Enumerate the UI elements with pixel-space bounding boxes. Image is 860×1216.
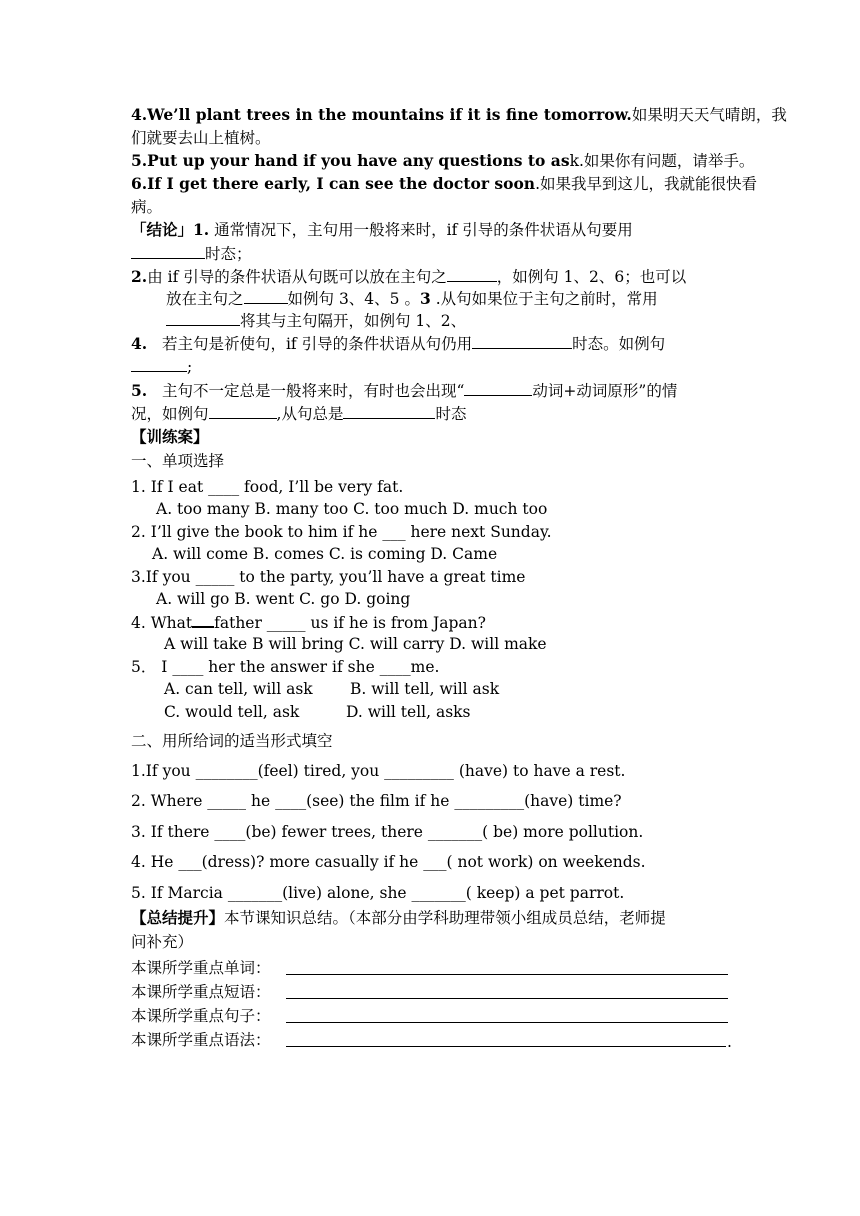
conclusion-text-2e: 如例句 3、4、5 。 bbox=[287, 290, 420, 308]
example-6-chinese: .如果我早到这儿，我就能很快看 bbox=[535, 175, 757, 193]
training-heading: 【训练案】 bbox=[131, 427, 209, 446]
summary-heading: 【总结提升】 bbox=[131, 908, 225, 927]
conclusion-text-4d: ; bbox=[187, 358, 193, 376]
conclusion-text-2g: .从句如果位于主句之前时，常用 bbox=[430, 290, 658, 308]
question-5-option-c[interactable]: C. would tell, ask bbox=[164, 703, 300, 721]
conclusion-heading: 「结论」 bbox=[131, 220, 194, 239]
example-5 bbox=[131, 151, 754, 171]
conclusion-line-1b bbox=[131, 243, 252, 264]
answer-blank[interactable] bbox=[131, 356, 187, 372]
conclusion-text-2d: 放在主句之 bbox=[166, 290, 244, 308]
question-4 bbox=[131, 611, 486, 633]
conclusion-line-5b bbox=[131, 403, 466, 424]
section-2-title: 二、用所给词的适当形式填空 bbox=[131, 732, 333, 750]
summary-grammar-label: 本课所学重点语法： bbox=[131, 1031, 271, 1049]
conclusion-line-2 bbox=[131, 266, 686, 287]
question-5-option-b[interactable]: B. will tell, will ask bbox=[350, 680, 500, 698]
summary-text: 本节课知识总结。（本部分由学科助理带领小组成员总结，老师提 bbox=[224, 909, 666, 927]
answer-blank[interactable] bbox=[343, 403, 435, 419]
conclusion-line-2b bbox=[166, 288, 658, 309]
summary-phrases-label: 本课所学重点短语： bbox=[131, 983, 271, 1001]
fill-3: 3. If there ____(be) fewer trees, there _______( be) more pollution. bbox=[131, 823, 644, 841]
conclusion-text-5f: 时态 bbox=[435, 405, 467, 423]
summary-words-line[interactable] bbox=[286, 974, 728, 975]
question-1-options[interactable]: A. too many B. many too C. too much D. much too bbox=[156, 500, 548, 518]
example-6-english: 6.If I get there early, I can see the doctor soon bbox=[131, 174, 536, 193]
answer-blank[interactable] bbox=[166, 310, 240, 326]
conclusion-num-5: 5. bbox=[131, 381, 148, 400]
conclusion-num-1: 1. bbox=[193, 220, 210, 239]
conclusion-line-2c bbox=[166, 310, 466, 331]
summary-grammar-line[interactable] bbox=[286, 1046, 726, 1047]
conclusion-line-5 bbox=[131, 380, 677, 401]
conclusion-text-5d: 况，如例句 bbox=[131, 405, 209, 423]
question-4-options[interactable]: A will take B will bring C. will carry D. will make bbox=[164, 635, 547, 653]
question-4-start: 4. What bbox=[131, 614, 193, 632]
question-1: 1. If I eat ____ food, I’ll be very fat. bbox=[131, 478, 404, 496]
answer-blank[interactable] bbox=[447, 266, 497, 282]
answer-blank[interactable] bbox=[209, 403, 277, 419]
question-3: 3.If you _____ to the party, you’ll have a great time bbox=[131, 568, 526, 586]
example-4-english: 4.We’ll plant trees in the mountains if it is fine tomorrow. bbox=[131, 105, 632, 124]
question-5-option-a[interactable]: A. can tell, will ask bbox=[164, 680, 313, 698]
summary-line bbox=[131, 908, 666, 928]
summary-phrases-line[interactable] bbox=[286, 998, 728, 999]
conclusion-text-5: 主句不一定总是一般将来时，有时也会出现“ bbox=[161, 382, 465, 400]
answer-blank[interactable] bbox=[472, 333, 572, 349]
question-5: 5． I ____ her the answer if she ____me. bbox=[131, 658, 440, 676]
question-5-option-d[interactable]: D. will tell, asks bbox=[346, 703, 471, 721]
example-6-cont: 病。 bbox=[131, 198, 163, 216]
answer-blank[interactable] bbox=[244, 288, 288, 304]
example-5-english: 5.Put up your hand if you have any questions to as bbox=[131, 151, 570, 170]
question-4-end: father _____ us if he is from Japan? bbox=[214, 614, 486, 632]
conclusion-num-4: 4. bbox=[131, 334, 148, 353]
fill-5: 5. If Marcia _______(live) alone, she _______( keep) a pet parrot. bbox=[131, 884, 625, 902]
summary-words-label: 本课所学重点单词： bbox=[131, 959, 271, 977]
section-1-title: 一、单项选择 bbox=[131, 452, 225, 470]
conclusion-text-4c: 时态。如例句 bbox=[572, 335, 666, 353]
example-4 bbox=[131, 105, 787, 125]
example-6 bbox=[131, 174, 757, 194]
conclusion-text-1: 通常情况下，主句用一般将来时，if 引导的条件状语从句要用 bbox=[209, 221, 633, 239]
answer-blank[interactable] bbox=[464, 380, 532, 396]
summary-sentences-label: 本课所学重点句子： bbox=[131, 1007, 271, 1025]
question-2: 2. I’ll give the book to him if he ___ here next Sunday. bbox=[131, 523, 552, 541]
conclusion-line-4b bbox=[131, 356, 192, 377]
conclusion-num-2: 2. bbox=[131, 267, 148, 286]
summary-sentences-line[interactable] bbox=[286, 1022, 728, 1023]
conclusion-text-2h: 将其与主句隔开，如例句 1、2、 bbox=[240, 312, 467, 330]
example-4-cont: 们就要去山上植树。 bbox=[131, 129, 271, 147]
fill-1: 1.If you ________(feel) tired, you _________ (have) to have a rest. bbox=[131, 762, 626, 780]
conclusion-text-2c: ，如例句 1、2、6；也可以 bbox=[496, 268, 687, 286]
answer-blank[interactable] bbox=[131, 243, 205, 259]
fill-4: 4. He ___(dress)? more casually if he ___( not work) on weekends. bbox=[131, 853, 646, 871]
conclusion-text-2: 由 if 引导的条件状语从句既可以放在主句之 bbox=[147, 268, 447, 286]
answer-blank[interactable] bbox=[192, 611, 214, 628]
conclusion-line-1 bbox=[131, 220, 633, 240]
conclusion-text-1c: 时态； bbox=[205, 245, 252, 263]
summary-line-2: 问补充） bbox=[131, 933, 194, 951]
example-4-chinese: 如果明天天气晴朗，我 bbox=[631, 106, 787, 124]
fill-2: 2. Where _____ he ____(see) the film if he _________(have) time? bbox=[131, 792, 622, 810]
summary-end-dot: . bbox=[727, 1033, 732, 1051]
question-3-options[interactable]: A. will go B. went C. go D. going bbox=[156, 590, 411, 608]
conclusion-text-4: 若主句是祈使句，if 引导的条件状语从句仍用 bbox=[161, 335, 473, 353]
conclusion-text-5e: ,从句总是 bbox=[276, 405, 344, 423]
conclusion-num-3: 3 bbox=[419, 289, 431, 308]
conclusion-text-5c: 动词+动词原形”的情 bbox=[532, 382, 678, 400]
question-2-options[interactable]: A. will come B. comes C. is coming D. Came bbox=[152, 545, 498, 563]
example-5-chinese: k.如果你有问题，请举手。 bbox=[569, 152, 755, 170]
conclusion-line-4 bbox=[131, 333, 665, 354]
